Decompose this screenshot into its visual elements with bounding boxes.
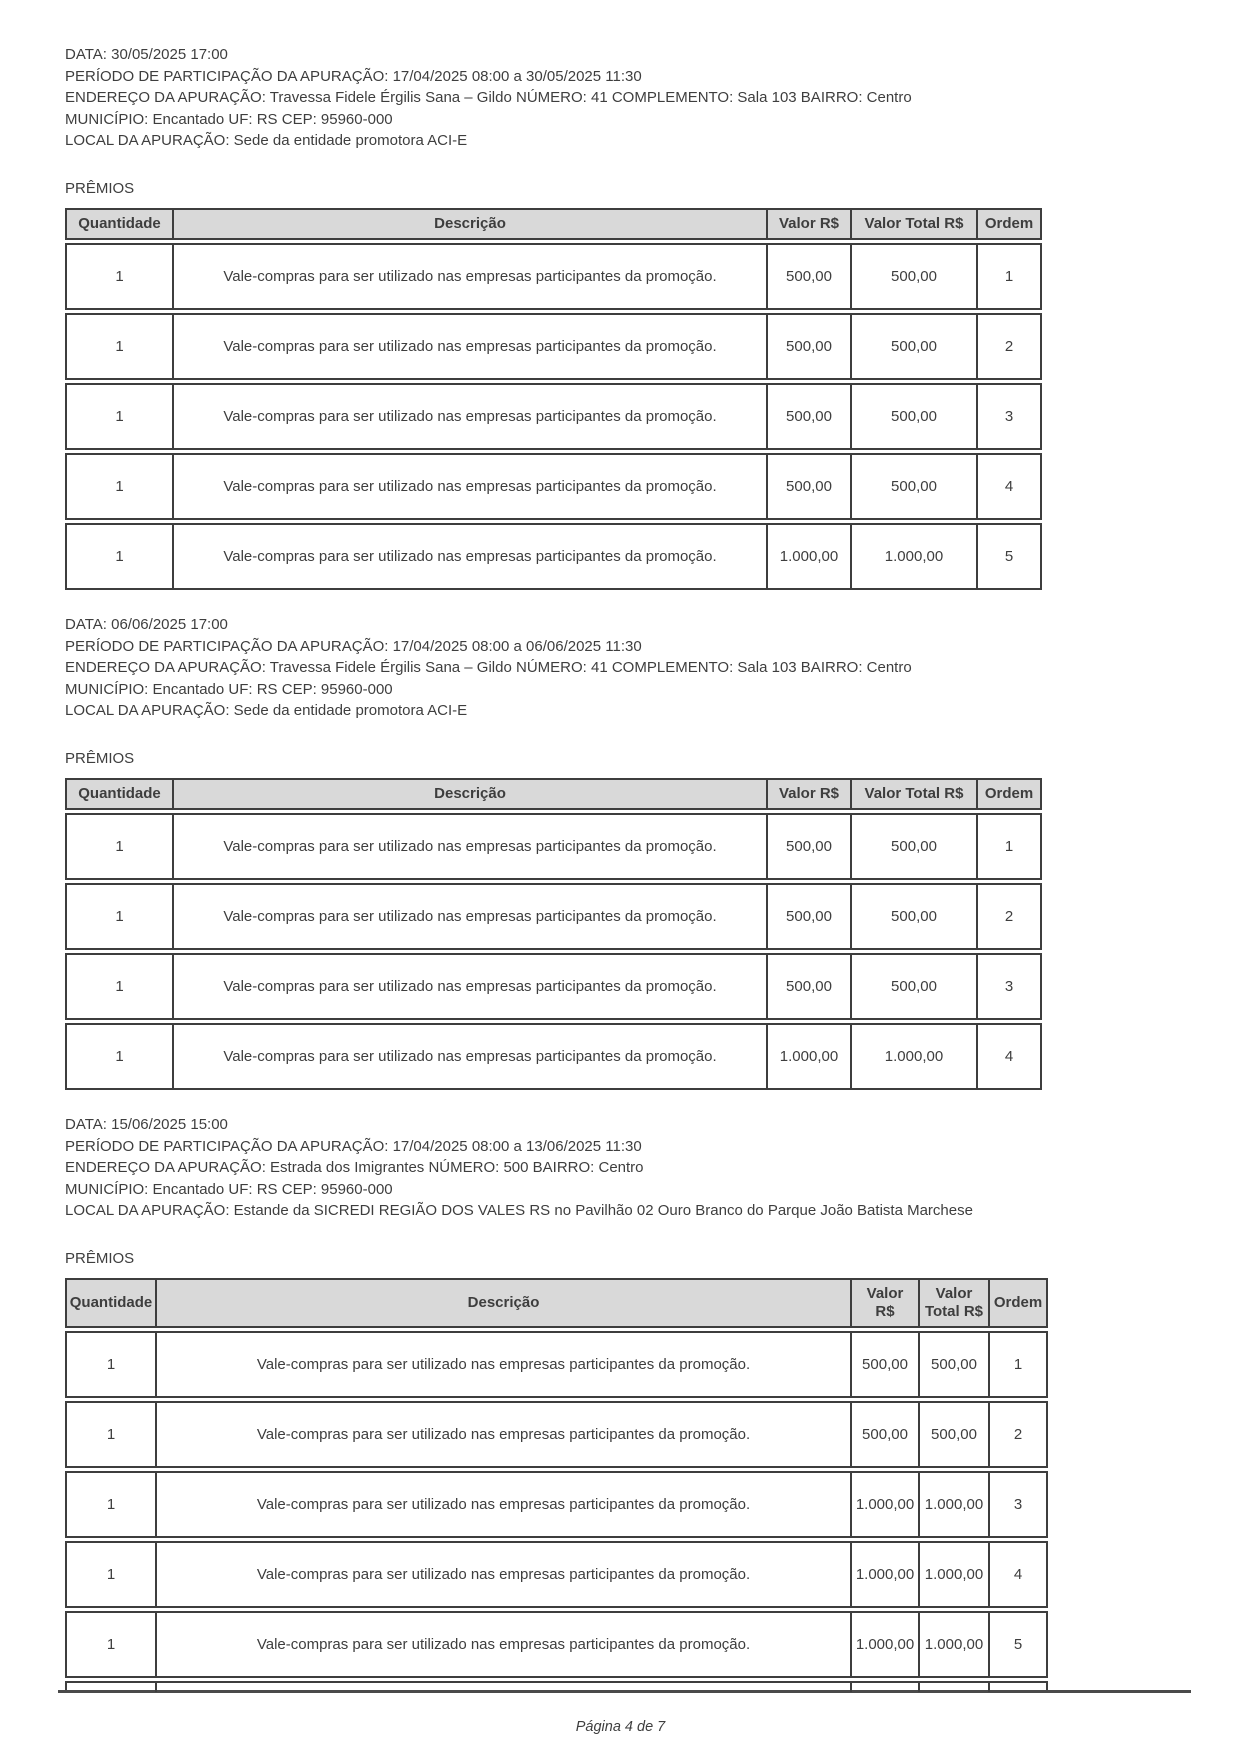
- premios-table-1: [65, 208, 1042, 590]
- cell-ordem: 5: [988, 1613, 1046, 1676]
- cell-valor-total: 500,00: [918, 1403, 988, 1466]
- cell-descricao: Vale-compras para ser utilizado nas empresas participantes da promoção.: [172, 245, 766, 308]
- cell-quantidade: 1: [115, 407, 124, 425]
- cell-valor: 500,00: [766, 955, 850, 1018]
- cell-valor: 500,00: [766, 815, 850, 878]
- cell-quantidade: 1: [106, 1565, 116, 1583]
- cell-ordem: 3: [976, 955, 1040, 1018]
- cell-valor: 500,00: [850, 1333, 918, 1396]
- table-row: [65, 883, 1042, 950]
- cell-ordem: 1: [976, 245, 1040, 308]
- cell-valor-total: 1.000,00: [850, 1025, 976, 1088]
- info-line-municipio: MUNICÍPIO: Encantado UF: RS CEP: 95960-000: [65, 680, 393, 698]
- cell-valor: 500,00: [850, 1403, 918, 1466]
- info-line-municipio: MUNICÍPIO: Encantado UF: RS CEP: 95960-000: [65, 110, 393, 128]
- cell-ordem: 4: [976, 1025, 1040, 1088]
- info-line-endereco: ENDEREÇO DA APURAÇÃO: Travessa Fidele Érgilis Sana – Gildo NÚMERO: 41 COMPLEMENTO: Sala 103 BAIRRO: Centro: [65, 659, 912, 676]
- info-line-endereco: ENDEREÇO DA APURAÇÃO: Estrada dos Imigrantes NÚMERO: 500 BAIRRO: Centro: [65, 1159, 644, 1176]
- cell-quantidade: 1: [106, 1425, 116, 1443]
- premios-heading: PRÊMIOS: [65, 1249, 135, 1267]
- header-descricao: Descrição: [172, 780, 766, 808]
- cell-quantidade: 1: [115, 547, 124, 565]
- table-header-row: [65, 1278, 1048, 1328]
- header-quantidade: Quantidade: [78, 215, 161, 232]
- cell-quantidade: [67, 1683, 155, 1692]
- cell-valor-total: 1.000,00: [918, 1613, 988, 1676]
- cell-descricao: [155, 1683, 850, 1692]
- header-descricao: Descrição: [155, 1280, 850, 1326]
- header-valor-total: Valor Total R$: [850, 780, 976, 808]
- table-row: [65, 1611, 1048, 1678]
- table-row: [65, 243, 1042, 310]
- table-row: [65, 1401, 1048, 1468]
- header-ordem: Ordem: [976, 780, 1040, 808]
- header-valor: Valor R$: [766, 780, 850, 808]
- header-valor: Valor R$: [850, 1280, 918, 1326]
- apuracao-info: [65, 44, 1241, 152]
- info-line-periodo: PERÍODO DE PARTICIPAÇÃO DA APURAÇÃO: 17/04/2025 08:00 a 06/06/2025 11:30: [65, 637, 642, 655]
- cell-quantidade: 1: [115, 1047, 124, 1065]
- premios-table-2: [65, 778, 1042, 1090]
- cell-descricao: Vale-compras para ser utilizado nas empresas participantes da promoção.: [172, 1025, 766, 1088]
- info-line-local: LOCAL DA APURAÇÃO: Sede da entidade promotora ACI-E: [65, 702, 468, 719]
- table-row: [65, 1471, 1048, 1538]
- header-valor-total: Valor Total R$: [918, 1280, 988, 1326]
- cell-valor: 500,00: [766, 245, 850, 308]
- cell-valor-total: 500,00: [850, 955, 976, 1018]
- header-valor-total: Valor Total R$: [850, 210, 976, 238]
- info-line-endereco: ENDEREÇO DA APURAÇÃO: Travessa Fidele Érgilis Sana – Gildo NÚMERO: 41 COMPLEMENTO: Sala 103 BAIRRO: Centro: [65, 89, 912, 106]
- cell-valor-total: 1.000,00: [850, 525, 976, 588]
- cell-valor: 500,00: [766, 315, 850, 378]
- cell-ordem: 3: [976, 385, 1040, 448]
- info-line-data: DATA: 30/05/2025 17:00: [65, 46, 228, 63]
- info-line-municipio: MUNICÍPIO: Encantado UF: RS CEP: 95960-000: [65, 1180, 393, 1198]
- cell-valor-total: 500,00: [918, 1333, 988, 1396]
- cell-descricao: Vale-compras para ser utilizado nas empresas participantes da promoção.: [155, 1543, 850, 1606]
- cell-ordem: 5: [976, 525, 1040, 588]
- info-line-periodo: PERÍODO DE PARTICIPAÇÃO DA APURAÇÃO: 17/04/2025 08:00 a 13/06/2025 11:30: [65, 1137, 642, 1155]
- cell-valor: 500,00: [766, 885, 850, 948]
- cell-descricao: Vale-compras para ser utilizado nas empresas participantes da promoção.: [172, 815, 766, 878]
- cell-descricao: Vale-compras para ser utilizado nas empresas participantes da promoção.: [172, 315, 766, 378]
- cell-quantidade: 1: [106, 1355, 116, 1373]
- cell-ordem: [988, 1683, 1046, 1692]
- apuracao-info: [65, 614, 1241, 722]
- cell-valor: [850, 1683, 918, 1692]
- cell-ordem: 4: [976, 455, 1040, 518]
- table-header-row: [65, 778, 1042, 810]
- page-footer: Página 4 de 7: [575, 1719, 666, 1735]
- cell-ordem: 2: [988, 1403, 1046, 1466]
- premios-table-3: [65, 1278, 1048, 1678]
- premios-heading: PRÊMIOS: [65, 749, 135, 767]
- cell-quantidade: 1: [115, 337, 124, 355]
- cell-valor-total: 500,00: [850, 885, 976, 948]
- premios-heading: PRÊMIOS: [65, 179, 135, 197]
- header-ordem: Ordem: [988, 1280, 1046, 1326]
- table-row: [65, 953, 1042, 1020]
- cell-ordem: 3: [988, 1473, 1046, 1536]
- table-row: [65, 523, 1042, 590]
- cell-descricao: Vale-compras para ser utilizado nas empresas participantes da promoção.: [172, 455, 766, 518]
- cell-descricao: Vale-compras para ser utilizado nas empresas participantes da promoção.: [172, 385, 766, 448]
- cell-quantidade: 1: [115, 267, 124, 285]
- apuracao-section-1: [65, 44, 1241, 590]
- cell-ordem: 1: [988, 1333, 1046, 1396]
- table-row: [65, 1023, 1042, 1090]
- cell-descricao: Vale-compras para ser utilizado nas empresas participantes da promoção.: [155, 1333, 850, 1396]
- header-quantidade: Quantidade: [78, 785, 161, 802]
- header-ordem: Ordem: [976, 210, 1040, 238]
- cell-quantidade: 1: [115, 907, 124, 925]
- cell-valor: 500,00: [766, 455, 850, 518]
- cell-valor-total: 1.000,00: [918, 1543, 988, 1606]
- table-row: [65, 1331, 1048, 1398]
- table-row: [65, 453, 1042, 520]
- cell-ordem: 2: [976, 315, 1040, 378]
- cell-quantidade: 1: [106, 1495, 116, 1513]
- page-content: [65, 44, 1241, 1693]
- cell-descricao: Vale-compras para ser utilizado nas empresas participantes da promoção.: [172, 955, 766, 1018]
- header-quantidade: Quantidade: [69, 1294, 153, 1311]
- table-row: [65, 813, 1042, 880]
- info-line-local: LOCAL DA APURAÇÃO: Estande da SICREDI REGIÃO DOS VALES RS no Pavilhão 02 Ouro Branco do Parque João Batista Marchese: [65, 1202, 973, 1219]
- cell-quantidade: 1: [115, 977, 124, 995]
- cell-valor-total: 500,00: [850, 385, 976, 448]
- table-row: [65, 313, 1042, 380]
- cell-valor: 1.000,00: [766, 1025, 850, 1088]
- cell-descricao: Vale-compras para ser utilizado nas empresas participantes da promoção.: [155, 1613, 850, 1676]
- cell-descricao: Vale-compras para ser utilizado nas empresas participantes da promoção.: [172, 885, 766, 948]
- cell-valor-total: [918, 1683, 988, 1692]
- table-row: [65, 1541, 1048, 1608]
- info-line-data: DATA: 15/06/2025 15:00: [65, 1116, 228, 1133]
- cell-descricao: Vale-compras para ser utilizado nas empresas participantes da promoção.: [172, 525, 766, 588]
- info-line-periodo: PERÍODO DE PARTICIPAÇÃO DA APURAÇÃO: 17/04/2025 08:00 a 30/05/2025 11:30: [65, 67, 642, 85]
- cell-valor-total: 500,00: [850, 815, 976, 878]
- cell-quantidade: 1: [115, 837, 124, 855]
- cell-valor-total: 500,00: [850, 455, 976, 518]
- cell-ordem: 1: [976, 815, 1040, 878]
- apuracao-section-3: [65, 1114, 1241, 1693]
- cell-quantidade: 1: [106, 1635, 116, 1653]
- table-header-row: [65, 208, 1042, 240]
- cell-valor: 1.000,00: [850, 1613, 918, 1676]
- cell-ordem: 2: [976, 885, 1040, 948]
- cell-ordem: 4: [988, 1543, 1046, 1606]
- apuracao-section-2: [65, 614, 1241, 1090]
- info-line-local: LOCAL DA APURAÇÃO: Sede da entidade promotora ACI-E: [65, 132, 468, 149]
- table-row: [65, 383, 1042, 450]
- header-valor: Valor R$: [766, 210, 850, 238]
- cell-valor: 500,00: [766, 385, 850, 448]
- cell-descricao: Vale-compras para ser utilizado nas empresas participantes da promoção.: [155, 1473, 850, 1536]
- cell-quantidade: 1: [115, 477, 124, 495]
- cell-descricao: Vale-compras para ser utilizado nas empresas participantes da promoção.: [155, 1403, 850, 1466]
- cell-valor-total: 500,00: [850, 245, 976, 308]
- header-descricao: Descrição: [172, 210, 766, 238]
- info-line-data: DATA: 06/06/2025 17:00: [65, 616, 228, 633]
- cell-valor: 1.000,00: [850, 1473, 918, 1536]
- cell-valor: 1.000,00: [850, 1543, 918, 1606]
- cell-valor: 1.000,00: [766, 525, 850, 588]
- cell-valor-total: 1.000,00: [918, 1473, 988, 1536]
- partial-table-row: [65, 1681, 1048, 1692]
- cell-valor-total: 500,00: [850, 315, 976, 378]
- apuracao-info: [65, 1114, 1241, 1222]
